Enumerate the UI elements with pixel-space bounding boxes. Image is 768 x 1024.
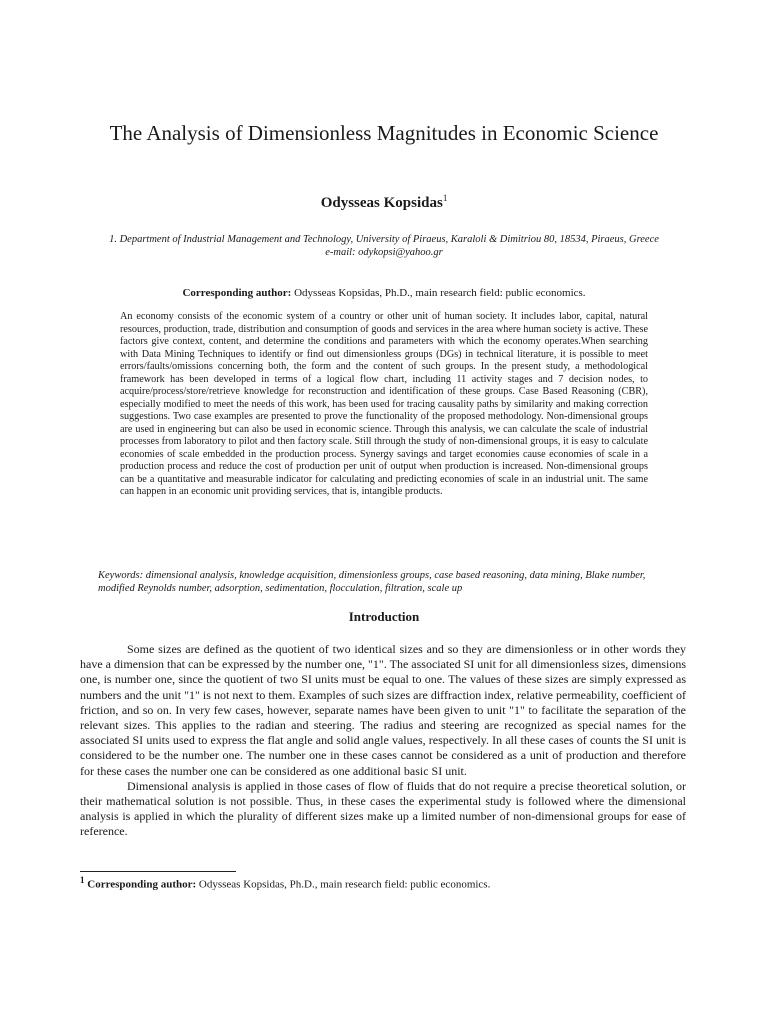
footnote [80, 875, 680, 891]
paper-title: The Analysis of Dimensionless Magnitudes in Economic Science [109, 121, 659, 145]
footnote-label: Corresponding author: [87, 878, 197, 891]
author-marker: 1 [442, 193, 448, 203]
footnote-text: Odysseas Kopsidas, Ph.D., main research field: public economics. [196, 878, 491, 891]
affiliation-line: 1. Department of Industrial Management and Technology, University of Piraeus, Karaloli & Dimitriou 80, 18534, Piraeus, Greece [109, 234, 659, 245]
author-line [0, 193, 768, 212]
corresponding-author [0, 287, 768, 299]
abstract: An economy consists of the economic system of a country or other unit of human society. It includes labor, capital, natural resources, production, trade, distribution and consumption of goods and services in the area where human society is active. These factors give context, content, and determine the conditions and parameters with which the economy operates.When searching with Data Mining Techniques to identify or find out dimensionless groups (DGs) in technical literature, it is possible to meet errors/faults/omissions concerning both, the form and the content of such groups. In the present study, a methodological framework has been developed in terms of a logical flow chart, including 11 activity stages and 7 decision nodes, to acquire/process/store/retrieve knowledge for reconstruction and identification of these groups. Case Based Reasoning (CBR), especially modified to meet the needs of this work, has been used for tracing causality paths by similarity and making correction suggestions. Two case examples are presented to prove the functionality of the proposed methodology. Non-dimensional groups are used in engineering but can also be used in economic science. Through this analysis, we can calculate the scale of industrial processes from laboratory to pilot and then factory scale. Still through the study of non-dimensional groups, it is easy to calculate economies of scale embedded in the production process. Synergy savings and target economies cause economies of scale in a production process and reduce the cost of production per unit of output when production is increased. Non-dimensional groups can be a quantitative and measurable indicator for calculating and predicting economies of scale in an industrial unit. The same can happen in an economic unit providing services, that is, intangible products. [120, 311, 648, 497]
author-name: Odysseas Kopsidas [320, 195, 443, 211]
keywords: Keywords: dimensional analysis, knowledge acquisition, dimensionless groups, case based reasoning, data mining, Blake number, modified Reynolds number, adsorption, sedimentation, flocculation, filtration, scale up [98, 570, 646, 594]
paragraph: Dimensional analysis is applied in those cases of flow of fluids that do not require a precise theoretical solution, or their mathematical solution is not possible. Thus, in these cases the experimental study is followed where the dimensional analysis is applied in which the plurality of different sizes make up a limited number of non-dimensional groups for ease of reference. [80, 778, 686, 839]
corresponding-label: Corresponding author: [182, 287, 292, 299]
author-email: e-mail: odykopsi@yahoo.gr [325, 246, 443, 258]
footnote-marker: 1 [80, 875, 85, 885]
corresponding-text: Odysseas Kopsidas, Ph.D., main research field: public economics. [291, 287, 586, 299]
footnote-rule [80, 871, 236, 872]
affiliation [92, 234, 676, 259]
section-heading-introduction: Introduction [348, 609, 420, 624]
paragraph: Some sizes are defined as the quotient of two identical sizes and so they are dimensionless or in other words they have a dimension that can be expressed by the number one, "1". The associated SI unit for all dimensionless sizes, dimensions one, is number one, since the quotient of two SI units must be equal to one. The values of these sizes are simply expressed as numbers and the unit "1" is not next to them. Examples of such sizes are diffraction index, relative permeability, coefficient of friction, and so on. In very few cases, however, separate names have been given to unit "1" to facilitate the separation of the relevant sizes. This applies to the radian and steering. The radius and steering are recognized as special names for the associated SI units used to express the flat angle and solid angle values, respectively. In all these cases of counts the SI unit is considered to be the number one. The number one in these cases cannot be considered as a unit of production and therefore for these cases the number one can be considered as one additional basic SI unit. [80, 642, 686, 778]
introduction-body [80, 642, 686, 840]
